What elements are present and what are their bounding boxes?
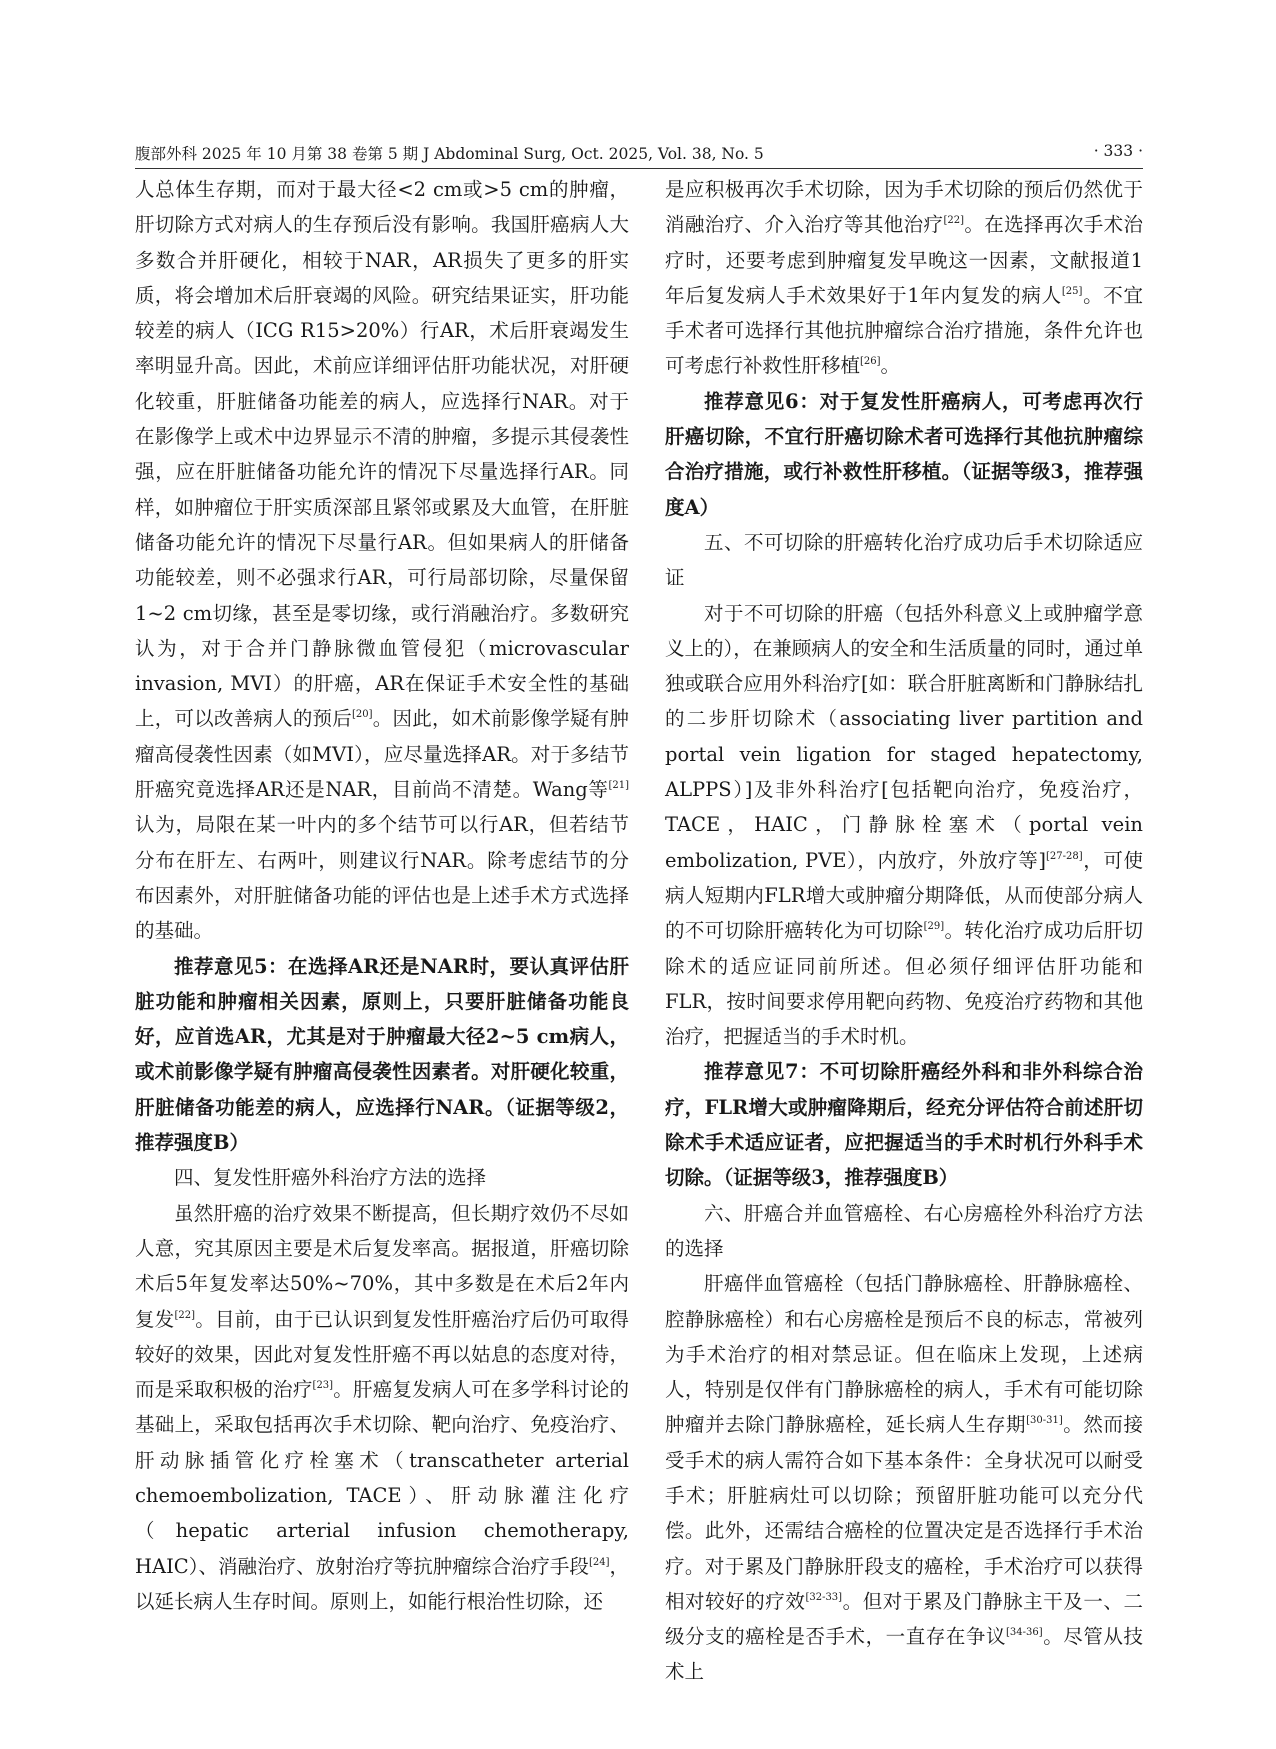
running-header xyxy=(135,138,1143,169)
recommendation-5: 推荐意见5：在选择AR还是NAR时，要认真评估肝脏功能和肿瘤相关因素，原则上，只要肝脏储备功能良好，应首选AR，尤其是对于肿瘤最大径2~5 cm病人，或术前影像学疑有肿瘤高侵袭性因素者。对肝硬化较重，肝脏储备功能差的病人，应选择行NAR。（证据等级2，推荐强度B） xyxy=(135,954,629,1155)
section-heading-5: 五、不可切除的肝癌转化治疗成功后手术切除适应证 xyxy=(665,530,1143,590)
left-column xyxy=(135,172,629,1619)
paragraph-ar-nar: 人总体生存期，而对于最大径<2 cm或>5 cm的肿瘤，肝切除方式对病人的生存预后没有影响。我国肝癌病人大多数合并肝硬化，相较于NAR，AR损失了更多的肝实质，将会增加术后肝衰竭的风险。研究结果证实，肝功能较差的病人（ICG R15>20%）行AR，术后肝衰竭发生率明显升高。因此，术前应详细评估肝功能状况，对肝硬化较重，肝脏储备功能差的病人，应选择行NAR。对于在影像学上或术中边界显示不清的肿瘤，多提示其侵袭性强，应在肝脏储备功能允许的情况下尽量选择行AR。同样，如肿瘤位于肝实质深部且紧邻或累及大血管，在肝脏储备功能允许的情况下尽量行AR。但如果病人的肝储备功能较差，则不必强求行AR，可行局部切除，尽量保留1~2 cm切缘，甚至是零切缘，或行消融治疗。多数研究认为，对于合并门静脉微血管侵犯（microvascular invasion, MVI）的肝癌，AR在保证手术安全性的基础上，可以改善病人的预后[20]。因此，如术前影像学疑有肿瘤高侵袭性因素（如MVI），应尽量选择AR。对于多结节肝癌究竟选择AR还是NAR，目前尚不清楚。Wang等[21]认为，局限在某一叶内的多个结节可以行AR，但若结节分布在肝左、右两叶，则建议行NAR。除考虑结节的分布因素外，对肝脏储备功能的评估也是上述手术方式选择的基础。 xyxy=(135,178,629,943)
citation-ref: [32-33] xyxy=(805,1591,843,1603)
page-number: · 333 · xyxy=(1093,142,1143,160)
paragraph-repeat-resection: 是应积极再次手术切除，因为手术切除的预后仍然优于消融治疗、介入治疗等其他治疗[22]。在选择再次手术治疗时，还要考虑到肿瘤复发早晚这一因素，文献报道1年后复发病人手术效果好于1年内复发的病人[25]。不宜手术者可选择行其他抗肿瘤综合治疗措施，条件允许也可考虑行补救性肝移植[26]。 xyxy=(665,178,1143,378)
paragraph-tumor-thrombus: 肝癌伴血管癌栓（包括门静脉癌栓、肝静脉癌栓、腔静脉癌栓）和右心房癌栓是预后不良的标志，常被列为手术治疗的相对禁忌证。但在临床上发现，上述病人，特别是仅伴有门静脉癌栓的病人，手术有可能切除肿瘤并去除门静脉癌栓，延长病人生存期[30-31]。然而接受手术的病人需符合如下基本条件：全身状况可以耐受手术；肝脏病灶可以切除；预留肝脏功能可以充分代偿。此外，还需结合癌栓的位置决定是否选择行手术治疗。对于累及门静脉肝段支的癌栓，手术治疗可以获得相对较好的疗效[32-33]。但对于累及门静脉主干及一、二级分支的癌栓是否手术，一直存在争议[34-36]。尽管从技术上 xyxy=(665,1272,1143,1684)
section-heading-4: 四、复发性肝癌外科治疗方法的选择 xyxy=(174,1166,487,1190)
citation-ref: [22] xyxy=(174,1309,195,1321)
citation-ref: [23] xyxy=(312,1380,334,1392)
citation-ref: [24] xyxy=(588,1556,610,1568)
citation-ref: [20] xyxy=(352,709,373,721)
citation-ref: [21] xyxy=(608,780,629,792)
citation-ref: [22] xyxy=(943,215,964,227)
citation-ref: [25] xyxy=(1061,285,1083,297)
citation-ref: [27-28] xyxy=(1046,850,1083,862)
section-heading-6: 六、肝癌合并血管癌栓、右心房癌栓外科治疗方法的选择 xyxy=(665,1201,1143,1260)
paragraph-recurrent-hcc: 虽然肝癌的治疗效果不断提高，但长期疗效仍不尽如人意，究其原因主要是术后复发率高。据报道，肝癌切除术后5年复发率达50%~70%，其中多数是在术后2年内复发[22]。目前，由于已认识到复发性肝癌治疗后仍可取得较好的效果，因此对复发性肝癌不再以姑息的态度对待，而是采取积极的治疗[23]。肝癌复发病人可在多学科讨论的基础上，采取包括再次手术切除、靶向治疗、免疫治疗、肝动脉插管化疗栓塞术（transcatheter arterial chemoembolization, TACE）、肝动脉灌注化疗（hepatic arterial infusion chemotherapy, HAIC）、消融治疗、放射治疗等抗肿瘤综合治疗手段[24]，以延长病人生存时间。原则上，如能行根治性切除，还 xyxy=(135,1201,629,1613)
right-column xyxy=(665,172,1143,1690)
paragraph-conversion-therapy: 对于不可切除的肝癌（包括外科意义上或肿瘤学意义上的），在兼顾病人的安全和生活质量的同时，通过单独或联合应用外科治疗[如：联合肝脏离断和门静脉结扎的二步肝切除术（associating liver partition and portal vein ligation for staged hepatectomy, ALPPS）]及非外科治疗[包括靶向治疗，免疫治疗，TACE，HAIC，门静脉栓塞术（portal vein embolization, PVE），内放疗，外放疗等][27-28]，可使病人短期内FLR增大或肿瘤分期降低，从而使部分病人的不可切除肝癌转化为可切除[29]。转化治疗成功后肝切除术的适应证同前所述。但必须仔细评估肝功能和FLR，按时间要求停用靶向药物、免疫治疗药物和其他治疗，把握适当的手术时机。 xyxy=(665,601,1143,1049)
citation-ref: [26] xyxy=(860,356,881,368)
citation-ref: [29] xyxy=(923,921,945,933)
recommendation-6: 推荐意见6：对于复发性肝癌病人，可考虑再次行肝癌切除，不宜行肝癌切除术者可选择行其他抗肿瘤综合治疗措施，或行补救性肝移植。（证据等级3，推荐强度A） xyxy=(665,389,1143,519)
citation-ref: [34-36] xyxy=(1006,1627,1043,1639)
citation-ref: [30-31] xyxy=(1026,1415,1063,1427)
recommendation-7: 推荐意见7：不可切除肝癌经外科和非外科综合治疗，FLR增大或肿瘤降期后，经充分评估符合前述肝切除术手术适应证者，应把握适当的手术时机行外科手术切除。（证据等级3，推荐强度B） xyxy=(665,1060,1143,1190)
journal-citation: 腹部外科 2025 年 10 月第 38 卷第 5 期 J Abdominal Surg, Oct. 2025, Vol. 38, No. 5 xyxy=(135,145,764,163)
